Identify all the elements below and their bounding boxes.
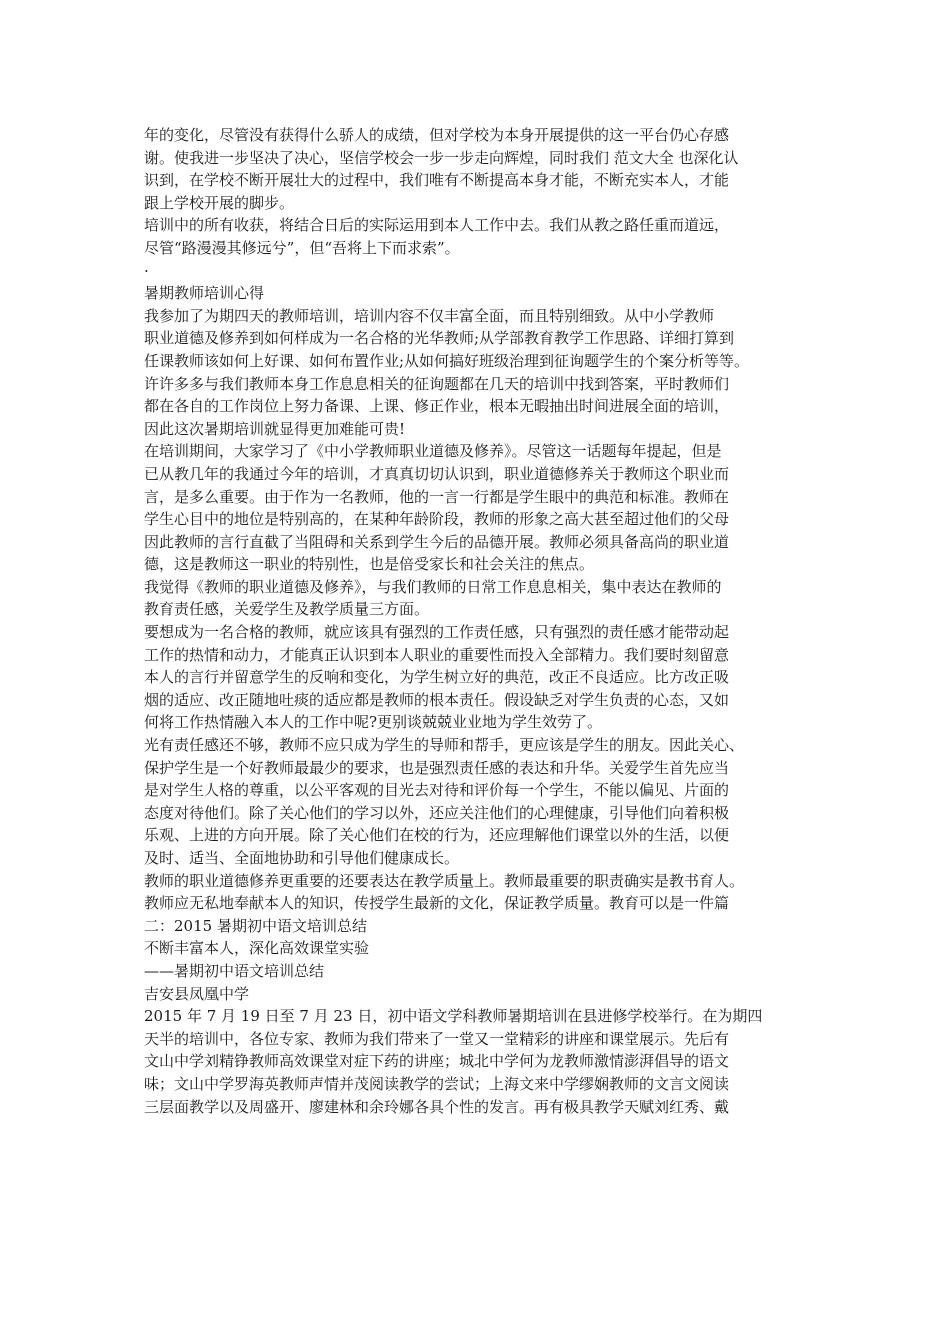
text-line: 不断丰富本人，深化高效课堂实验 [144, 939, 370, 958]
text-line: 我觉得《教师的职业道德及修养》，与我们教师的日常工作息息相关，集中表达在教师的 [144, 577, 722, 596]
text-line: 言，是多么重要。由于作为一名教师，他的一言一行都是学生眼中的典范和标准。教师在 [144, 487, 730, 506]
text-line: 本人的言行并留意学生的反响和变化，为学生树立好的典范，改正不良适应。比方改正吸 [144, 668, 730, 687]
text-line: 职业道德及修养到如何样成为一名合格的光华教师;从学部教育教学工作思路、详细打算到 [144, 329, 735, 348]
text-line: 光有责任感还不够，教师不应只成为学生的导师和帮手，更应该是学生的朋友。因此关心、 [144, 736, 745, 755]
text-line: 在培训期间，大家学习了《中小学教师职业道德及修养》。尽管这一话题每年提起，但是 [144, 442, 722, 461]
text-line: · [144, 261, 149, 280]
text-line: 吉安县凤凰中学 [144, 984, 250, 1003]
text-line: 任课教师该如何上好课、如何布置作业;从如何搞好班级治理到征询题学生的个案分析等等。 [144, 351, 750, 370]
text-line: 暑期教师培训心得 [144, 284, 265, 303]
text-line: 因此这次暑期培训就显得更加难能可贵! [144, 419, 406, 438]
text-line: 教师应无私地奉献本人的知识，传授学生最新的文化，保证教学质量。教育可以是一件篇 [144, 894, 730, 913]
text-line: 文山中学刘精铮教师高效课堂对症下药的讲座；城北中学何为龙教师激情澎湃倡导的语文 [144, 1052, 730, 1071]
text-line: 培训中的所有收获，将结合日后的实际运用到本人工作中去。我们从教之路任重而道远， [144, 216, 730, 235]
text-line: 已从教几年的我通过今年的培训，才真真切切认识到，职业道德修养关于教师这个职业而 [144, 464, 730, 483]
text-line: 工作的热情和动力，才能真正认识到本人职业的重要性而投入全部精力。我们要时刻留意 [144, 645, 730, 664]
text-line: 都在各自的工作岗位上努力备课、上课、修正作业，根本无暇抽出时间进展全面的培训， [144, 397, 730, 416]
text-line: 跟上学校开展的脚步。 [144, 193, 295, 212]
document-body [144, 124, 824, 1118]
text-line: 我参加了为期四天的教师培训，培训内容不仅丰富全面，而且特别细致。从中小学教师 [144, 306, 715, 325]
text-line: 要想成为一名合格的教师，就应该具有强烈的工作责任感，只有强烈的责任感才能带动起 [144, 623, 730, 642]
text-line: 谢。使我进一步坚决了决心，坚信学校会一步一步走向辉煌，同时我们 范文大全 也深化认 [144, 148, 739, 167]
text-line: 态度对待他们。除了关心他们的学习以外，还应关注他们的心理健康，引导他们向着积极 [144, 803, 730, 822]
text-line: 天半的培训中，各位专家、教师为我们带来了一堂又一堂精彩的讲座和课堂展示。先后有 [144, 1029, 730, 1048]
text-line: 德，这是教师这一职业的特别性，也是倍受家长和社会关注的焦点。 [144, 555, 595, 574]
text-line: 年的变化，尽管没有获得什么骄人的成绩，但对学校为本身开展提供的这一平台仍心存感 [144, 126, 730, 144]
text-line: 学生心目中的地位是特别高的，在某种年龄阶段，教师的形象之高大甚至超过他们的父母 [144, 510, 730, 529]
text-line: 烟的适应、改正随地吐痰的适应都是教师的根本责任。假设缺乏对学生负责的心态，又如 [144, 690, 730, 709]
text-line: 因此教师的言行直截了当阻碍和关系到学生今后的品德开展。教师必须具备高尚的职业道 [144, 532, 730, 551]
text-line: 识到，在学校不断开展壮大的过程中，我们唯有不断提高本身才能，不断充实本人，才能 [144, 171, 730, 190]
text-line: 教育责任感，关爱学生及教学质量三方面。 [144, 600, 430, 619]
text-line: 许许多多与我们教师本身工作息息相关的征询题都在几天的培训中找到答案，平时教师们 [144, 374, 730, 393]
text-line: 二：2015 暑期初中语文培训总结 [144, 916, 367, 935]
text-line: 味；文山中学罗海英教师声情并茂阅读教学的尝试；上海文来中学缪娴教师的文言文阅读 [144, 1074, 730, 1093]
text-line: 三层面教学以及周盛开、廖建林和余玲娜各具个性的发言。再有极具教学天赋刘红秀、戴 [144, 1097, 730, 1116]
text-line: ——暑期初中语文培训总结 [144, 961, 325, 980]
text-line: 及时、适当、全面地协助和引导他们健康成长。 [144, 849, 460, 867]
text-line: 尽管“路漫漫其修远兮”，但“吾将上下而求索”。 [144, 238, 460, 257]
text-line: 是对学生人格的尊重，以公平客观的目光去对待和评价每一个学生，不能以偏见、片面的 [144, 781, 730, 800]
text-line: 何将工作热情融入本人的工作中呢?更别谈兢兢业业地为学生效劳了。 [144, 713, 603, 732]
text-line: 保护学生是一个好教师最最少的要求，也是强烈责任感的表达和升华。关爱学生首先应当 [144, 758, 730, 777]
text-line: 2015 年 7 月 19 日至 7 月 23 日，初中语文学科教师暑期培训在县进修学校举行。在为期四 [144, 1007, 763, 1026]
text-line: 乐观、上进的方向开展。除了关心他们在校的行为，还应理解他们课堂以外的生活，以便 [144, 826, 730, 845]
text-line: 教师的职业道德修养更重要的还要表达在教学质量上。教师最重要的职责确实是教书育人。 [144, 871, 745, 890]
